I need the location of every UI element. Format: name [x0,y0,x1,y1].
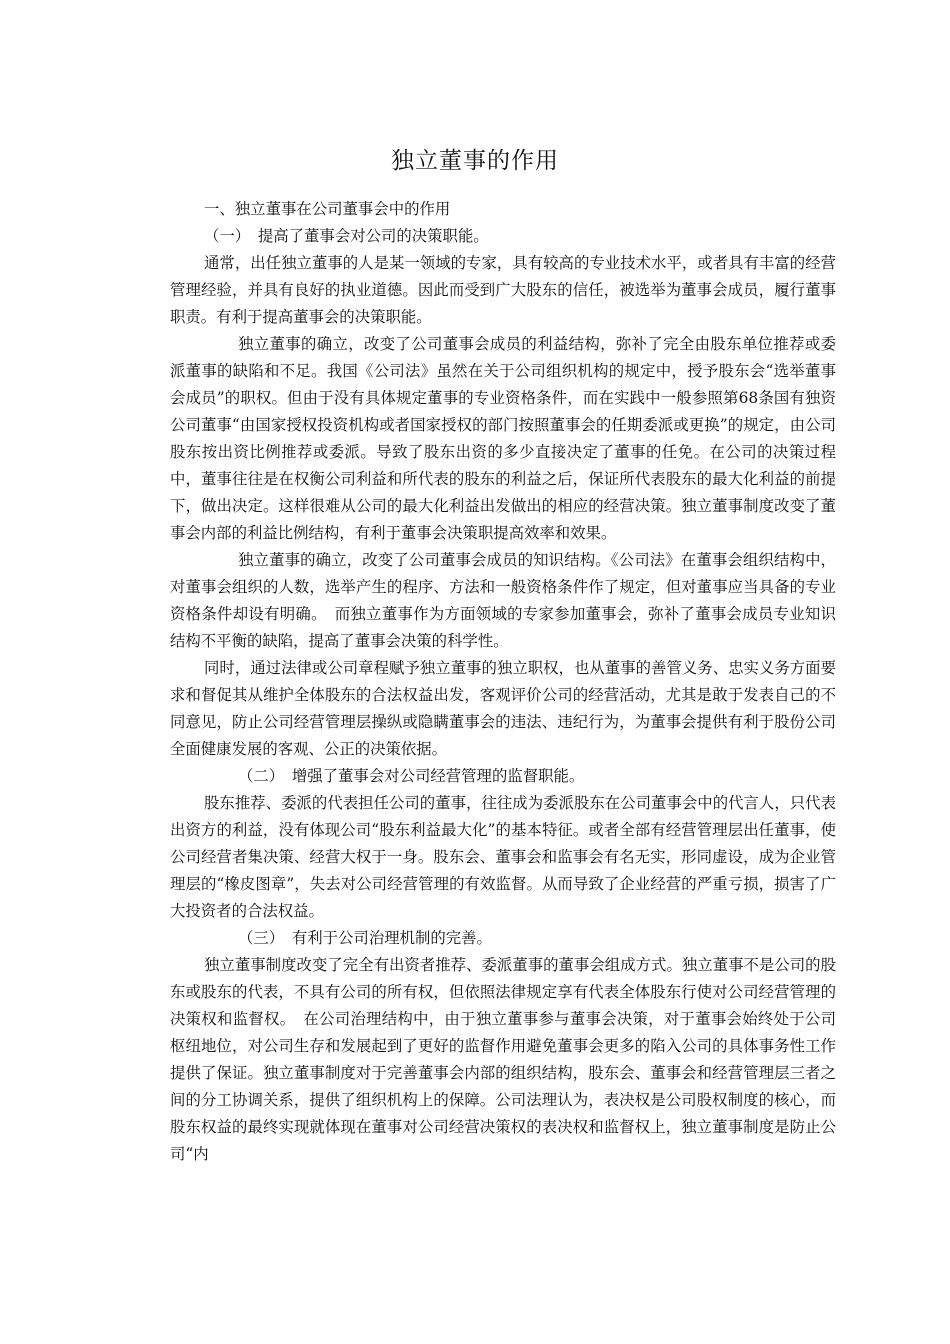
paragraph-5: 股东推荐、委派的代表担任公司的董事，往往成为委派股东在公司董事会中的代言人，只代表出资方的利益，没有体现公司“股东利益最大化”的基本特征。或者全部有经营管理层出任董事，使公司经营者集决策、经营大权于一身。股东会、董事会和监事会有名无实，形同虚设，成为企业管理层的“橡皮图章”，失去对公司经营管理的有效监督。从而导致了企业经营的严重亏损，损害了广大投资者的合法权益。 [170,794,836,920]
section-heading-1: 一、独立董事在公司董事会中的作用 [204,200,451,218]
paragraph-4: 同时，通过法律或公司章程赋予独立董事的独立职权，也从董事的善管义务、忠实义务方面要求和督促其从维护全体股东的合法权益出发，客观评价公司的经营活动，尤其是敢于发表自己的不同意见，防止公司经营管理层操纵或隐瞒董事会的违法、违纪行为，为董事会提供有利于股份公司全面健康发展的客观、公正的决策依据。 [170,659,836,758]
document-body [170,196,836,1168]
paragraph-3: 独立董事的确立，改变了公司董事会成员的知识结构。《公司法》在董事会组织结构中，对董事会组织的人数，选举产生的程序、方法和一般资格条件作了规定，但对董事应当具备的专业资格条件却设有明确。 而独立董事作为方面领域的专家参加董事会，弥补了董事会成员专业知识结构不平衡的缺陷，提高了董事会决策的科学性。 [170,551,836,650]
paragraph-6: 独立董事制度改变了完全有出资者推荐、委派董事的董事会组成方式。独立董事不是公司的股东或股东的代表，不具有公司的所有权，但依照法律规定享有代表全体股东行使对公司经营管理的决策权和监督权。 在公司治理结构中，由于独立董事参与董事会决策，对于董事会始终处于公司枢纽地位，对公司生存和发展起到了更好的监督作用避免董事会更多的陷入公司的具体事务性工作提供了保证。独立董事制度对于完善董事会内部的组织结构，股东会、董事会和经营管理层三者之间的分工协调关系，提供了组织机构上的保障。公司法理认为，表决权是公司股权制度的核心，而股东权益的最终实现就体现在董事对公司经营决策权的表决权和监督权上，独立董事制度是防止公司“内 [170,956,836,1163]
subsection-heading-3: （三） 有利于公司治理机制的完善。 [238,929,492,947]
subsection-heading-2: （二） 增强了董事会对公司经营管理的监督职能。 [238,767,585,785]
subsection-heading-1: （一） 提高了董事会对公司的决策职能。 [204,227,489,245]
paragraph-1: 通常，出任独立董事的人是某一领域的专家，具有较高的专业技术水平，或者具有丰富的经营管理经验，并具有良好的执业道德。因此而受到广大股东的信任，被选举为董事会成员，履行董事职责。有利于提高董事会的决策职能。 [170,254,836,326]
paragraph-2: 独立董事的确立，改变了公司董事会成员的利益结构，弥补了完全由股东单位推荐或委派董事的缺陷和不足。我国《公司法》虽然在关于公司组织机构的规定中，授予股东会“选举董事会成员”的职权。但由于没有具体规定董事的专业资格条件，而在实践中一般参照第68条国有独资公司董事“由国家授权投资机构或者国家授权的部门按照董事会的任期委派或更换”的规定，由公司股东按出资比例推荐或委派。导致了股东出资的多少直接决定了董事的任免。在公司的决策过程中，董事往往是在权衡公司利益和所代表的股东的利益之后，保证所代表股东的最大化利益的前提下，做出决定。这样很难从公司的最大化利益出发做出的相应的经营决策。独立董事制度改变了董事会内部的利益比例结构，有利于董事会决策职提高效率和效果。 [170,335,836,542]
page-title: 独立董事的作用 [391,148,559,174]
